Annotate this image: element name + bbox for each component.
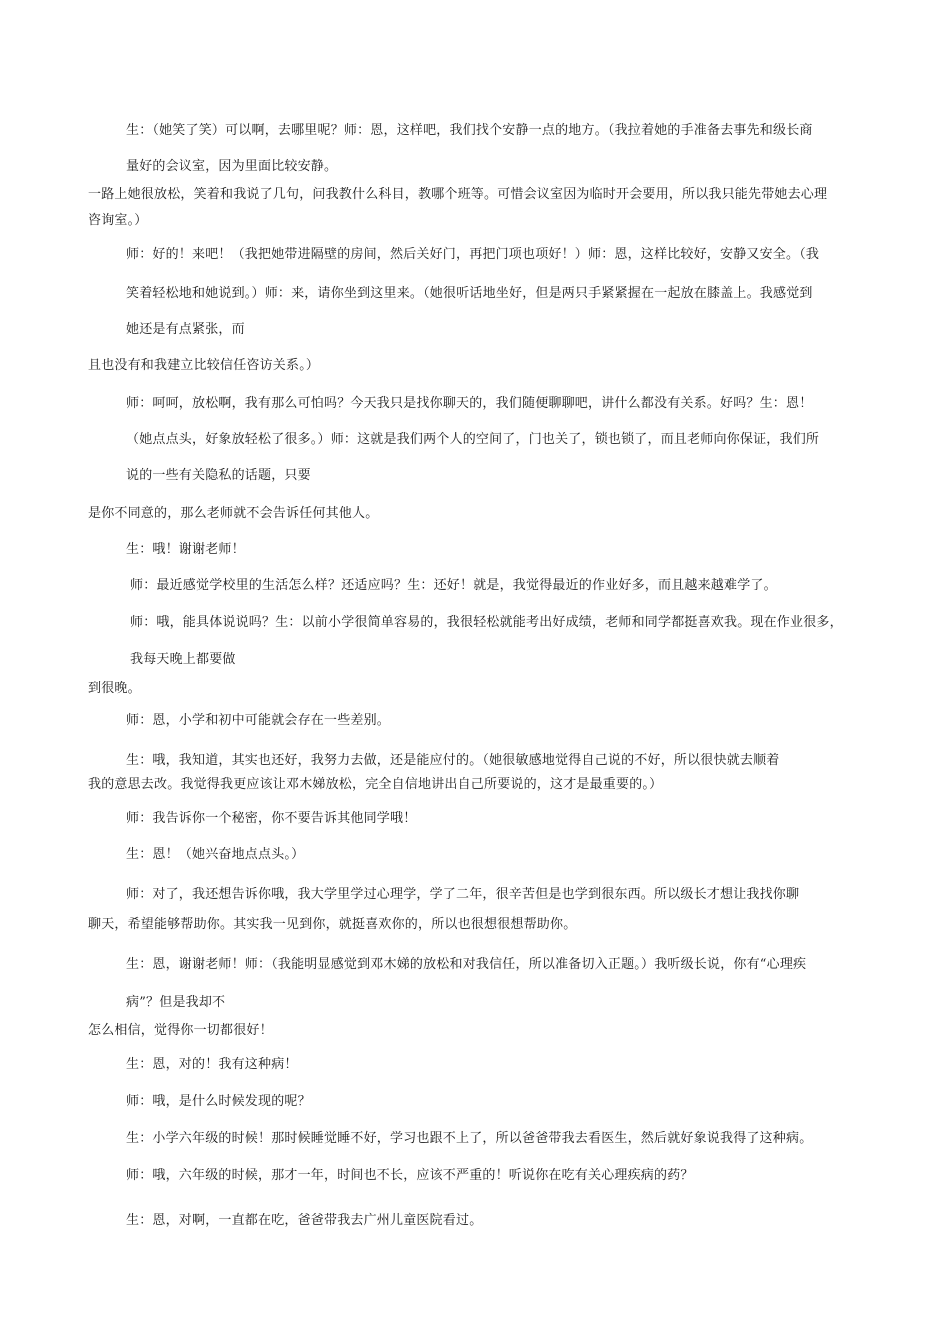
paragraph-line: 生：恩，谢谢老师！师：（我能明显感觉到邓木娣的放松和对我信任，所以准备切入正题。）我听级长说，你有“心理疾	[126, 957, 807, 972]
paragraph-line: 且也没有和我建立比较信任咨访关系。）	[88, 358, 320, 373]
paragraph-line: 师：恩，小学和初中可能就会存在一些差别。	[126, 713, 391, 728]
paragraph-line: 到很晚。	[88, 681, 141, 696]
paragraph-line: 生：（她笑了笑）可以啊，去哪里呢？师：恩，这样吧，我们找个安静一点的地方。（我拉着她的手准备去事先和级长商	[126, 123, 813, 138]
paragraph-line: 是你不同意的，那么老师就不会告诉任何其他人。	[88, 506, 379, 521]
paragraph-line: 怎么相信，觉得你一切都很好！	[88, 1023, 273, 1038]
paragraph-line: 师：最近感觉学校里的生活怎么样？还适应吗？生：还好！就是，我觉得最近的作业好多，而且越来越难学了。	[130, 578, 777, 593]
paragraph-line: （她点点头，好象放轻松了很多。）师：这就是我们两个人的空间了，门也关了，锁也锁了，而且老师向你保证，我们所	[126, 432, 820, 447]
paragraph-line: 师：我告诉你一个秘密，你不要告诉其他同学哦！	[126, 811, 417, 826]
paragraph-line: 量好的会议室，因为里面比较安静。	[126, 159, 338, 174]
paragraph-line: 师：对了，我还想告诉你哦，我大学里学过心理学，学了二年，很辛苦但是也学到很东西。所以级长才想让我找你聊	[126, 887, 800, 902]
paragraph-line: 我每天晚上都要做	[130, 652, 236, 667]
paragraph-line: 生：哦，我知道，其实也还好，我努力去做，还是能应付的。（她很敏感地觉得自己说的不好，所以很快就去顺着	[126, 753, 780, 768]
paragraph-line: 一路上她很放松，笑着和我说了几句，问我教什么科目，教哪个班等。可惜会议室因为临时开会要用，所以我只能先带她去心理	[88, 187, 828, 202]
paragraph-line: 师：好的！来吧！（我把她带进隔壁的房间，然后关好门，再把门项也项好！）师：恩，这样比较好，安静又安全。（我	[126, 247, 820, 262]
paragraph-line: 生：恩，对啊，一直都在吃，爸爸带我去广州儿童医院看过。	[126, 1213, 483, 1228]
paragraph-line: 聊天，希望能够帮助你。其实我一见到你，就挺喜欢你的，所以也很想很想帮助你。	[88, 917, 577, 932]
paragraph-line: 师：呵呵，放松啊，我有那么可怕吗？今天我只是找你聊天的，我们随便聊聊吧，讲什么都没有关系。好吗？生：恩！	[126, 396, 813, 411]
paragraph-line: 生：恩！（她兴奋地点点头。）	[126, 847, 305, 862]
paragraph-line: 笑着轻松地和她说到。）师：来，请你坐到这里来。（她很听话地坐好，但是两只手紧紧握在一起放在膝盖上。我感觉到	[126, 286, 813, 301]
paragraph-line: 她还是有点紧张，而	[126, 322, 245, 337]
paragraph-line: 咨询室。）	[88, 213, 148, 228]
paragraph-line: 病”？但是我却不	[126, 995, 226, 1010]
paragraph-line: 师：哦，是什么时候发现的呢？	[126, 1094, 311, 1109]
paragraph-line: 生：小学六年级的时候！那时候睡觉睡不好，学习也跟不上了，所以爸爸带我去看医生，然后就好象说我得了这种病。	[126, 1131, 813, 1146]
paragraph-line: 师：哦，六年级的时候，那才一年，时间也不长，应该不严重的！听说你在吃有关心理疾病的药？	[126, 1168, 694, 1183]
paragraph-line: 师：哦，能具体说说吗？生：以前小学很简单容易的，我很轻松就能考出好成绩，老师和同学都挺喜欢我。现在作业很多，	[130, 615, 843, 630]
paragraph-line: 说的一些有关隐私的话题，只要	[126, 468, 311, 483]
paragraph-line: 生：恩，对的！我有这种病！	[126, 1057, 298, 1072]
paragraph-line: 我的意思去改。我觉得我更应该让邓木娣放松，完全自信地讲出自己所要说的，这才是最重要的。）	[88, 777, 663, 792]
paragraph-line: 生：哦！谢谢老师！	[126, 542, 245, 557]
